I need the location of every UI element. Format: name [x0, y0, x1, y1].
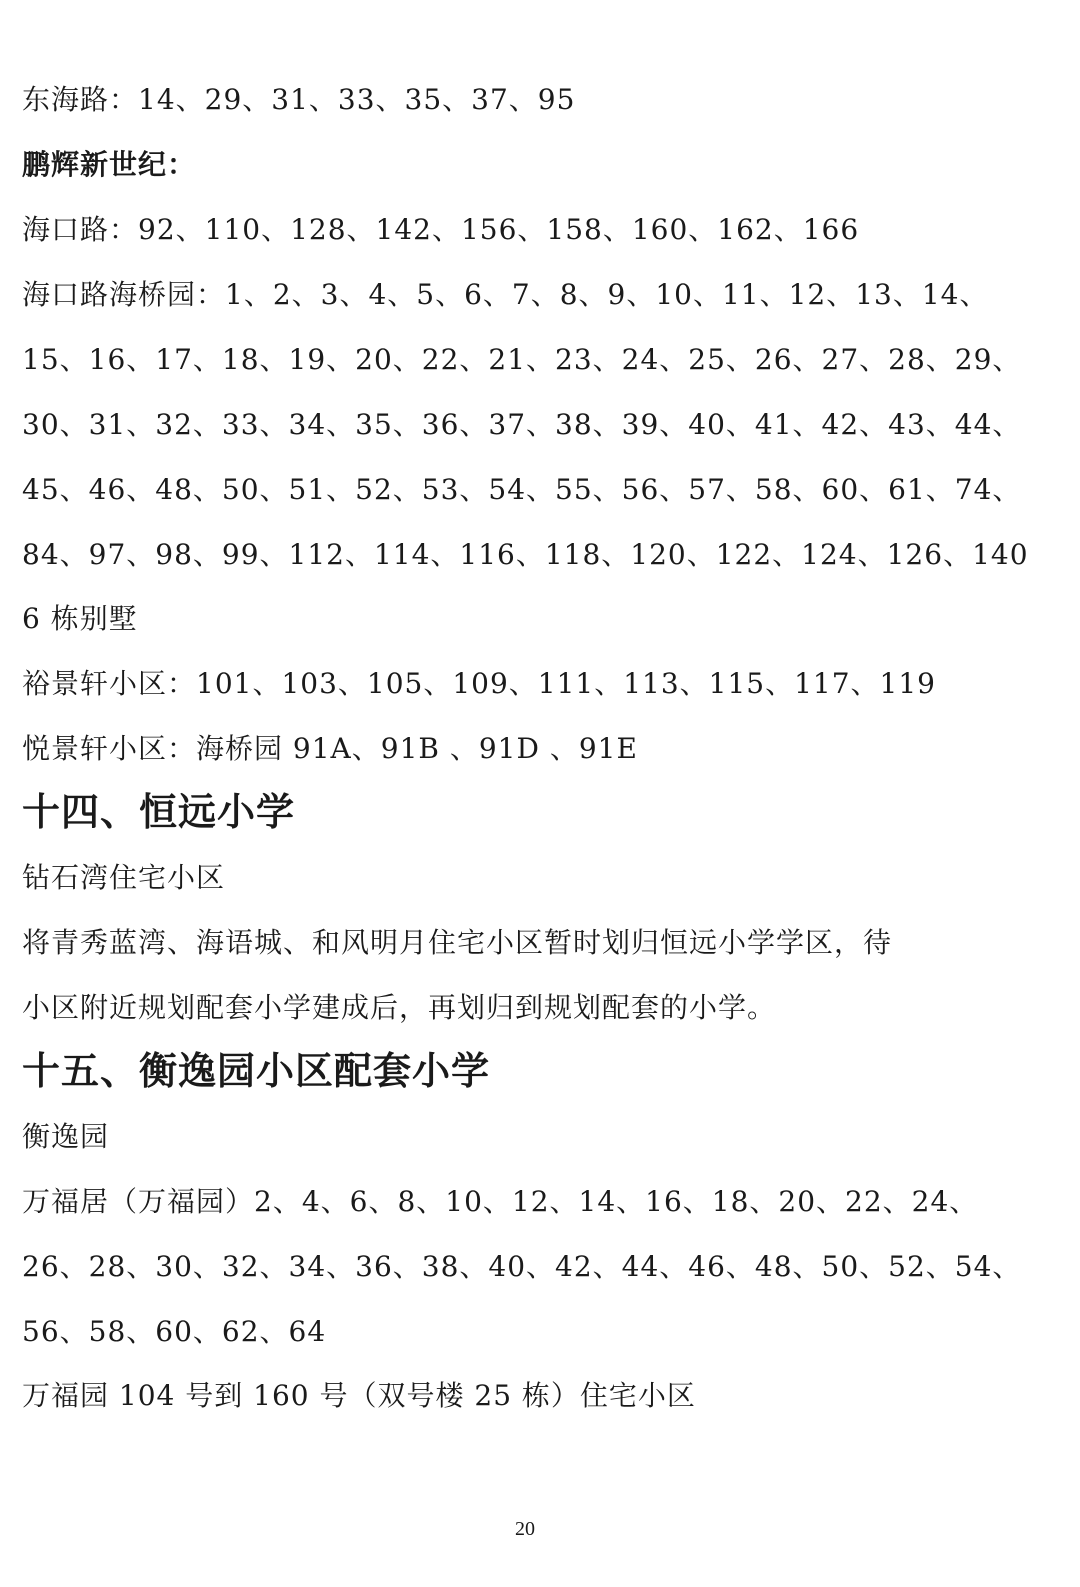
text-line-note-2: 小区附近规划配套小学建成后，再划归到规划配套的小学。 — [22, 991, 777, 1024]
text-line-haikou-road: 海口路：92、110、128、142、156、158、160、162、166 — [22, 213, 860, 246]
text-line-haiqiaoyuan-1: 海口路海桥园：1、2、3、4、5、6、7、8、9、10、11、12、13、14、 — [22, 278, 989, 311]
subsection-title-penghui: 鹏辉新世纪： — [22, 148, 197, 181]
text-line-yujingxuan: 裕景轩小区：101、103、105、109、111、113、115、117、119 — [22, 667, 936, 700]
text-line-zuanshiwan: 钻石湾住宅小区 — [22, 861, 226, 894]
page-number: 20 — [515, 1518, 535, 1540]
text-line-donghai-road: 东海路：14、29、31、33、35、37、95 — [22, 83, 576, 116]
text-line-wanfuyuan: 万福园 104 号到 160 号（双号楼 25 栋）住宅小区 — [22, 1379, 696, 1412]
text-line-haiqiaoyuan-2: 15、16、17、18、19、20、22、21、23、24、25、26、27、28、29、 — [22, 343, 1022, 376]
text-line-haiqiaoyuan-4: 45、46、48、50、51、52、53、54、55、56、57、58、60、61、74、 — [22, 473, 1022, 506]
text-line-yuejingxuan: 悦景轩小区：海桥园 91A、91B 、91D 、91E — [22, 732, 638, 765]
section-heading-14: 十四、恒远小学 — [22, 790, 296, 834]
text-line-haiqiaoyuan-5: 84、97、98、99、112、114、116、118、120、122、124、126、140 — [22, 538, 1029, 571]
section-heading-15: 十五、衡逸园小区配套小学 — [22, 1049, 491, 1093]
text-line-wanfuju-3: 56、58、60、62、64 — [22, 1315, 327, 1348]
text-line-hengyiyuan: 衡逸园 — [22, 1120, 110, 1153]
text-line-villas: 6 栋别墅 — [22, 602, 138, 635]
text-line-wanfuju-2: 26、28、30、32、34、36、38、40、42、44、46、48、50、52、54、 — [22, 1250, 1022, 1283]
text-line-haiqiaoyuan-3: 30、31、32、33、34、35、36、37、38、39、40、41、42、43、44、 — [22, 408, 1022, 441]
text-line-wanfuju-1: 万福居（万福园）2、4、6、8、10、12、14、16、18、20、22、24、 — [22, 1185, 979, 1218]
text-line-note-1: 将青秀蓝湾、海语城、和风明月住宅小区暂时划归恒远小学学区，待 — [22, 926, 893, 959]
